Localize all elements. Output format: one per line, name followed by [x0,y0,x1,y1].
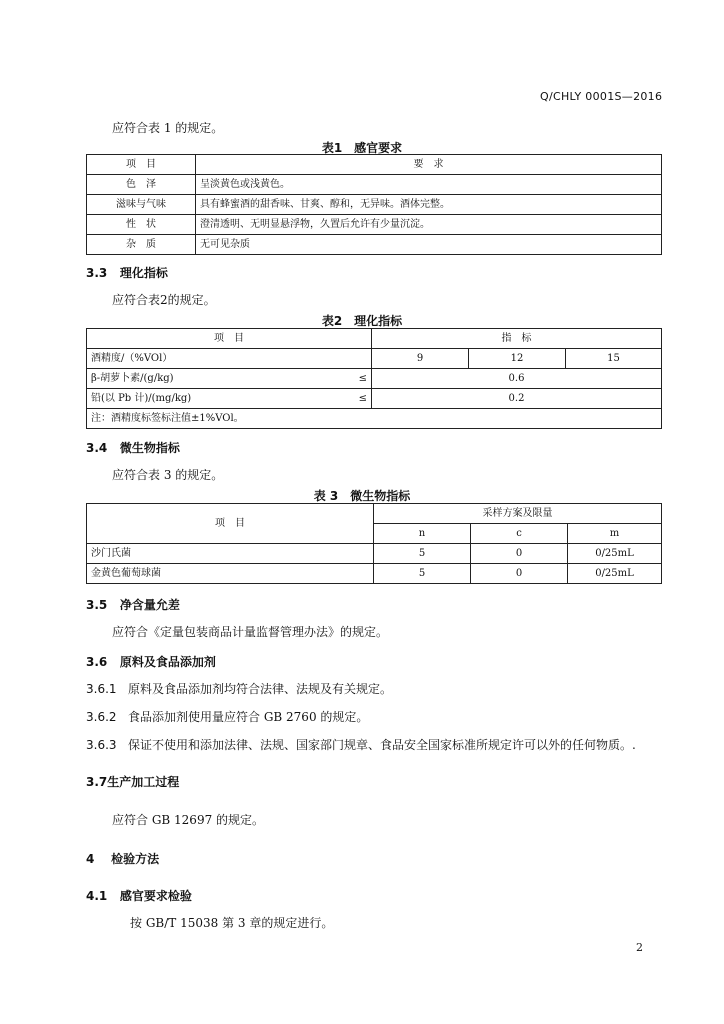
section-3-6-1 [86,681,392,697]
table-header-cell: 要 求 [196,155,662,175]
table-header-cell: 项 目 [87,155,196,175]
table-header-row [87,155,662,175]
table-cell [87,389,372,409]
table-cell: 5 [374,544,471,564]
section-title: 净含量允差 [119,598,180,612]
table-cell: 酒精度/（%VOl） [87,349,372,369]
table-header-cell: c [471,524,568,544]
section-number: 3.5 [86,598,108,612]
table3-microbiological [86,503,662,584]
section-text: 原料及食品添加剂均符合法律、法规及有关规定。 [128,682,393,696]
table-row [87,195,662,215]
table-row [87,564,662,584]
item-label: 铅(以 Pb 计)/(mg/kg) [91,392,192,404]
table-cell: 呈淡黄色或浅黄色。 [196,175,662,195]
table-cell: 0.2 [372,389,662,409]
section-3-7-text: 应符合 GB 12697 的规定。 [112,813,265,827]
section-title: 理化指标 [119,266,168,280]
section-3-3-heading [86,264,168,281]
section-text: 保证不使用和添加法律、法规、国家部门规章、食品安全国家标准所规定许可以外的任何物质。. [128,738,636,752]
section-3-6-2 [86,709,368,725]
section-3-6-heading [86,653,216,670]
section-text: 食品添加剂使用量应符合 GB 2760 的规定。 [128,710,369,724]
section-3-4-heading [86,439,180,456]
table-cell: 金黄色葡萄球菌 [87,564,374,584]
table-header-cell: m [568,524,662,544]
table-row [87,215,662,235]
table-cell: 0.6 [372,369,662,389]
table1-caption: 表1 感官要求 [321,141,403,155]
section-number: 4 [86,852,95,866]
item-label: β-胡萝卜素/(g/kg) [91,372,174,384]
table-row [87,349,662,369]
section-title: 感官要求检验 [119,889,192,903]
section-3-5-heading [86,596,180,613]
section-number: 3.3 [86,266,108,280]
table-cell: 色 泽 [87,175,196,195]
section-title: 微生物指标 [119,441,180,455]
section-number: 3.6.3 [86,738,117,752]
section-3-3-text: 应符合表2的规定。 [112,293,216,307]
table2-physicochemical [86,328,662,429]
table-cell: 15 [566,349,662,369]
section-4-1-heading [86,887,192,904]
table-cell: 5 [374,564,471,584]
section-3-5-text: 应符合《定量包装商品计量监督管理办法》的规定。 [112,625,389,639]
table-header-cell: 项 目 [87,329,372,349]
section-title: 检验方法 [111,852,160,866]
table-cell: 具有蜂蜜酒的甜香味、甘爽、醇和，无异味。酒体完整。 [196,195,662,215]
table-cell: 滋味与气味 [87,195,196,215]
table-note: 注：酒精度标签标注值±1%VOl。 [87,409,662,429]
table-header-cell: 项 目 [87,504,374,544]
section-number: 3.6.2 [86,710,117,724]
section-4-heading [86,850,159,867]
document-code: Q/CHLY 0001S—2016 [540,90,663,103]
table-header-cell: 指 标 [372,329,662,349]
table-header-cell: 采样方案及限量 [374,504,662,524]
table-cell: 0/25mL [568,544,662,564]
table-cell: 0 [471,564,568,584]
table-cell [87,369,372,389]
section-number: 3.4 [86,441,108,455]
section-3-6-3 [86,737,636,753]
table-header-row [87,504,662,524]
section-number: 3.6 [86,655,108,669]
page-number: 2 [636,941,643,954]
table-cell: 无可见杂质 [196,235,662,255]
table-row [87,389,662,409]
table-cell: 0/25mL [568,564,662,584]
table-note-row [87,409,662,429]
table-cell: 杂 质 [87,235,196,255]
section-number: 4.1 [86,889,108,903]
table2-caption: 表2 理化指标 [321,314,403,328]
table-cell: 9 [372,349,469,369]
table-header-row [87,329,662,349]
section-title: 原料及食品添加剂 [119,655,216,669]
table1-sensory-requirements [86,154,662,255]
section-3-4-text: 应符合表 3 的规定。 [112,468,224,482]
section-3-7-heading: 3.7生产加工过程 [86,775,180,789]
less-equal-symbol: ≤ [358,372,367,384]
section-number: 3.6.1 [86,682,117,696]
table-row [87,369,662,389]
table-cell: 澄清透明、无明显悬浮物，久置后允许有少量沉淀。 [196,215,662,235]
table-cell: 沙门氏菌 [87,544,374,564]
table-header-cell: n [374,524,471,544]
less-equal-symbol: ≤ [358,392,367,404]
table-cell: 0 [471,544,568,564]
table-row [87,175,662,195]
table1-intro: 应符合表 1 的规定。 [112,121,224,135]
table-row [87,235,662,255]
table-row [87,544,662,564]
table-cell: 性 状 [87,215,196,235]
table3-caption: 表 3 微生物指标 [313,489,411,503]
table-cell: 12 [469,349,566,369]
section-4-1-text: 按 GB/T 15038 第 3 章的规定进行。 [130,916,334,930]
